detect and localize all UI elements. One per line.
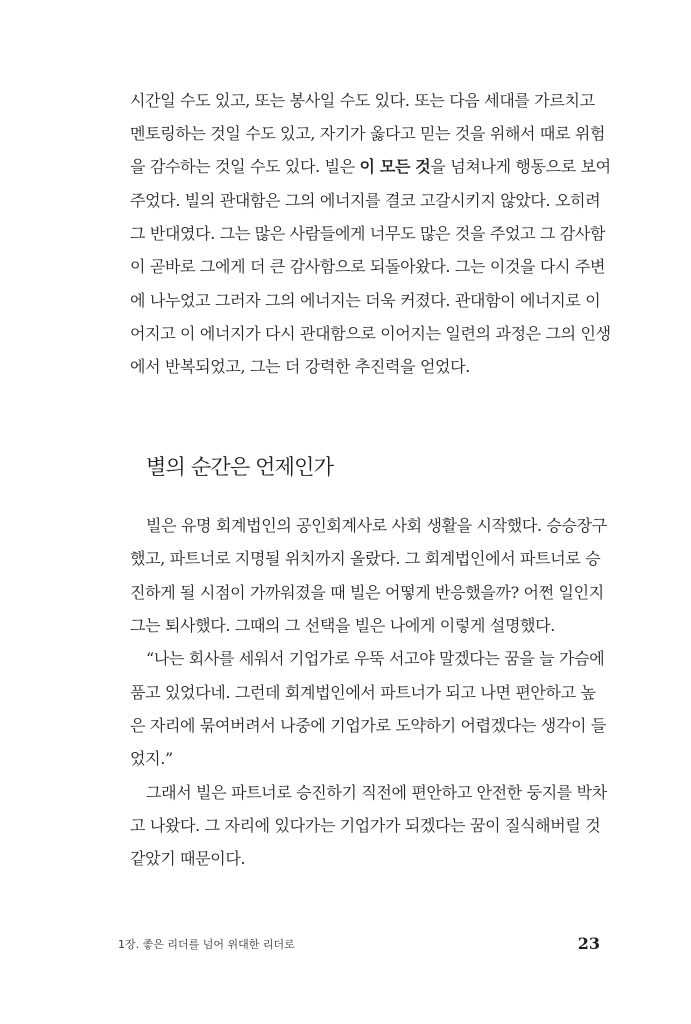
paragraph-1-line-2: 멘토링하는 것일 수도 있고, 자기가 옳다고 믿는 것을 위해서 때로 위험 (130, 124, 606, 143)
paragraph-1-line-7: 에 나누었고 그러자 그의 에너지는 더욱 커졌다. 관대함이 에너지로 이 (130, 291, 601, 310)
paragraph-1-line-8: 어지고 이 에너지가 다시 관대함으로 이어지는 일련의 과정은 그의 인생 (130, 324, 611, 343)
paragraph-1-line-6: 이 곧바로 그에게 더 큰 감사함으로 되돌아왔다. 그는 이것을 다시 주변 (130, 257, 606, 276)
paragraph-3-line-3: 같았기 때문이다. (130, 849, 246, 868)
paragraph-1-line-4: 주었다. 빌의 관대함은 그의 에너지를 결코 고갈시키지 않았다. 오히려 (130, 191, 601, 210)
paragraph-1-line-3 (130, 151, 611, 183)
paragraph-2-line-2: 했고, 파트너로 지명될 위치까지 올랐다. 그 회계법인에서 파트너로 승 (130, 549, 601, 568)
quote-line-4: 었지.” (130, 749, 173, 768)
paragraph-1-line-1: 시간일 수도 있고, 또는 봉사일 수도 있다. 또는 다음 세대를 가르치고 (130, 91, 595, 110)
chapter-footer-title: 1장. 좋은 리더를 넘어 위대한 리더로 (118, 938, 295, 951)
paragraph-1-line-3-after-bold: 을 넘쳐나게 행동으로 보여 (430, 157, 611, 176)
quote-line-2: 품고 있었다네. 그런데 회계법인에서 파트너가 되고 나면 편안하고 높 (130, 683, 596, 702)
section-heading: 별의 순간은 언제인가 (146, 455, 334, 479)
emphasized-text: 이 모든 것 (359, 157, 431, 176)
paragraph-2-line-1: 빌은 유명 회계법인의 공인회계사로 사회 생활을 시작했다. 승승장구 (146, 516, 607, 535)
quote-line-3: 은 자리에 묶여버려서 나중에 기업가로 도약하기 어렵겠다는 생각이 들 (130, 716, 606, 735)
paragraph-2-line-4: 그는 퇴사했다. 그때의 그 선택을 빌은 나에게 이렇게 설명했다. (130, 616, 556, 635)
paragraph-1-line-3-before-bold: 을 감수하는 것일 수도 있다. 빌은 (130, 157, 360, 176)
page-number: 23 (577, 934, 600, 953)
paragraph-1-line-9: 에서 반복되었고, 그는 더 강력한 추진력을 얻었다. (130, 357, 471, 376)
paragraph-3-line-1: 그래서 빌은 파트너로 승진하기 직전에 편안하고 안전한 둥지를 박차 (146, 783, 607, 802)
paragraph-1-line-5: 그 반대였다. 그는 많은 사람들에게 너무도 많은 것을 주었고 그 감사함 (130, 224, 606, 243)
paragraph-3-line-2: 고 나왔다. 그 자리에 있다가는 기업가가 되겠다는 꿈이 질식해버릴 것 (130, 816, 601, 835)
paragraph-2-line-3: 진하게 될 시점이 가까워졌을 때 빌은 어떻게 반응했을까? 어쩐 일인지 (130, 583, 604, 602)
quote-line-1: “나는 회사를 세워서 기업가로 우뚝 서고야 말겠다는 꿈을 늘 가슴에 (146, 649, 605, 668)
